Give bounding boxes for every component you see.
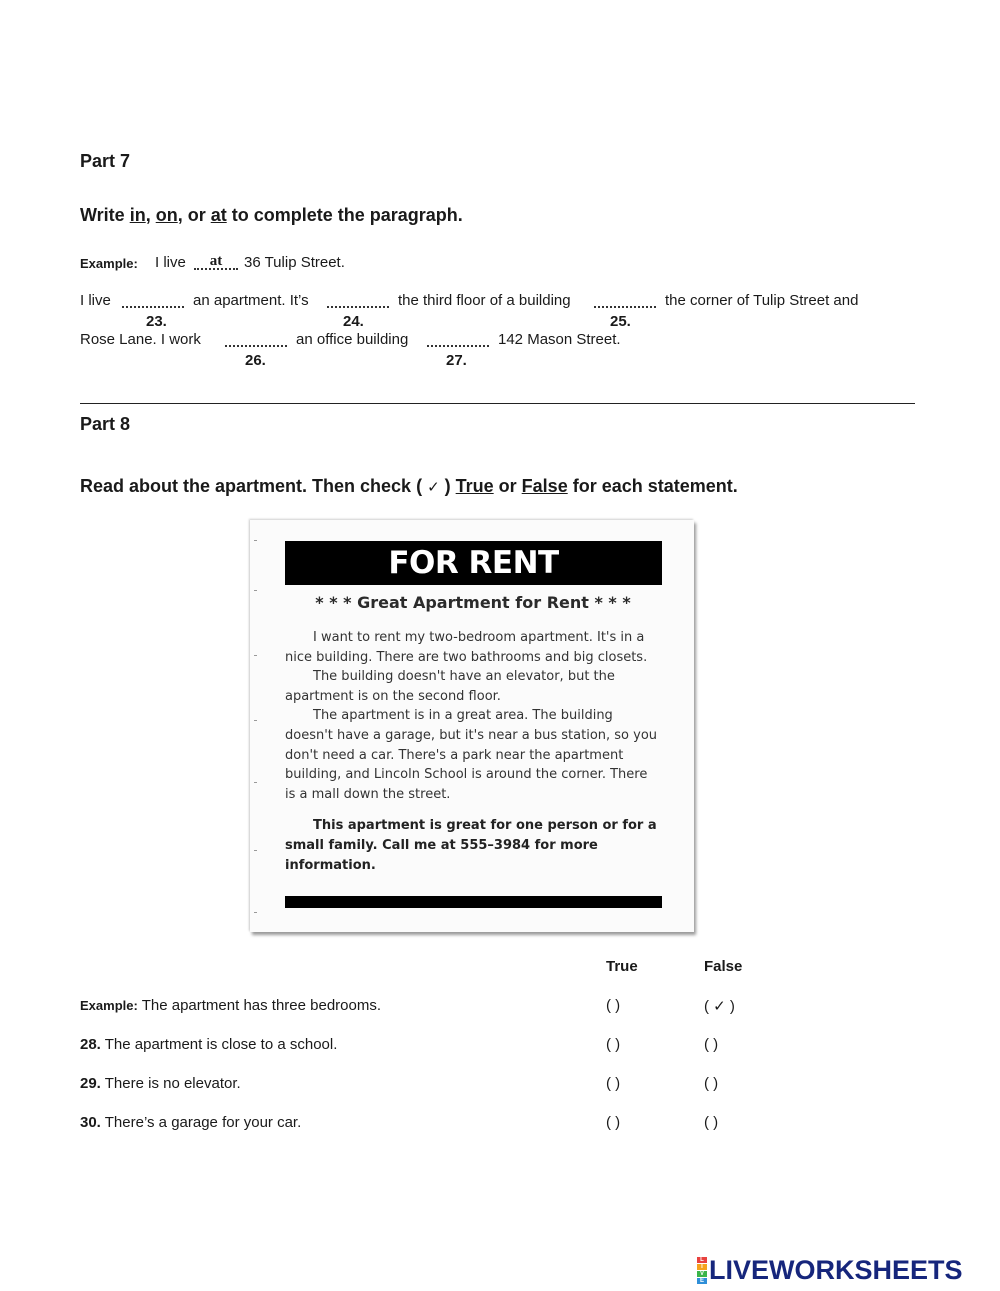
blank-number-26: 26. (245, 352, 266, 369)
para-line2-seg2: an office building (296, 331, 409, 348)
para-line1-seg4: the corner of Tulip Street and (665, 292, 859, 309)
ad-paragraph: The apartment is in a great area. The building doesn't have a garage, but it's near a bus station, so you don't need a car. There's a park near the apartment building, and Lincoln School is around the corner. There is a mall down the street. (285, 708, 658, 802)
statement-28-true-box[interactable]: ( ) (606, 1036, 621, 1053)
para-line1-seg2: an apartment. It’s (193, 292, 309, 309)
word-true: True (455, 476, 494, 496)
column-true: True (606, 958, 638, 975)
blank-23[interactable] (122, 306, 184, 308)
statement-29-false-box[interactable]: ( ) (704, 1075, 719, 1092)
statement-30: 30. There’s a garage for your car. (80, 1114, 302, 1131)
part-8-title: Part 8 (80, 414, 131, 434)
ad-closing: This apartment is great for one person or for a small family. Call me at 555–3984 for more information. (285, 818, 657, 873)
blank-27[interactable] (427, 345, 489, 347)
statement-30-false-box[interactable]: ( ) (704, 1114, 719, 1131)
example-true-box: ( ) (606, 997, 621, 1014)
para-line2-seg1: Rose Lane. I work (80, 331, 201, 348)
statement-30-true-box[interactable]: ( ) (606, 1114, 621, 1131)
ad-footer-bar (285, 896, 662, 908)
example-label: Example: (80, 256, 138, 271)
para-line1-seg1: I live (80, 292, 111, 309)
ad-subtitle: * * * Great Apartment for Rent * * * (315, 593, 631, 612)
example-statement: Example: The apartment has three bedrooms. (80, 997, 382, 1014)
statement-29: 29. There is no elevator. (80, 1075, 241, 1092)
part-8-instruction: Read about the apartment. Then check ( ✓ ) True or False for each statement. (80, 476, 738, 496)
word-in: in (129, 205, 146, 225)
part-7-instruction: Write in, on, or at to complete the paragraph. (80, 205, 463, 225)
example-false-box: ( ✓ ) (704, 998, 735, 1015)
ad-paragraph: The building doesn't have an elevator, but the apartment is on the second floor. (285, 669, 615, 704)
example-text-post: 36 Tulip Street. (244, 254, 345, 271)
blank-26[interactable] (225, 345, 287, 347)
section-divider (80, 403, 915, 404)
blank-number-24: 24. (343, 313, 364, 330)
logo-brand-text: LIVEWORKSHEETS (709, 1254, 963, 1285)
statement-29-true-box[interactable]: ( ) (606, 1075, 621, 1092)
logo-block-i: I (697, 1264, 707, 1270)
example-text-pre: I live (155, 254, 186, 271)
check-mark-icon: ✓ (427, 479, 440, 496)
ad-header: FOR RENT (285, 541, 662, 585)
blank-24[interactable] (327, 306, 389, 308)
ad-paragraph: I want to rent my two-bedroom apartment. It's in a nice building. There are two bathrooms and big closets. (285, 630, 648, 665)
statement-28: 28. The apartment is close to a school. (80, 1036, 338, 1053)
logo-block-e: E (697, 1278, 707, 1284)
word-at: at (210, 205, 227, 225)
statement-28-false-box[interactable]: ( ) (704, 1036, 719, 1053)
blank-number-27: 27. (446, 352, 467, 369)
para-line1-seg3: the third floor of a building (398, 292, 571, 309)
column-false: False (704, 958, 743, 975)
logo-block-v: V (697, 1271, 707, 1277)
word-on: on (155, 205, 178, 225)
example-answer: at (209, 253, 223, 269)
word-false: False (521, 476, 568, 496)
blank-25[interactable] (594, 306, 656, 308)
logo-blocks-icon (697, 1257, 707, 1284)
para-line2-seg3: 142 Mason Street. (498, 331, 621, 348)
for-rent-ad (250, 520, 694, 932)
ad-body (285, 628, 661, 875)
liveworksheets-logo (697, 1255, 963, 1285)
blank-number-25: 25. (610, 313, 631, 330)
blank-number-23: 23. (146, 313, 167, 330)
logo-block-l: L (697, 1257, 707, 1263)
part-7-title: Part 7 (80, 151, 131, 171)
